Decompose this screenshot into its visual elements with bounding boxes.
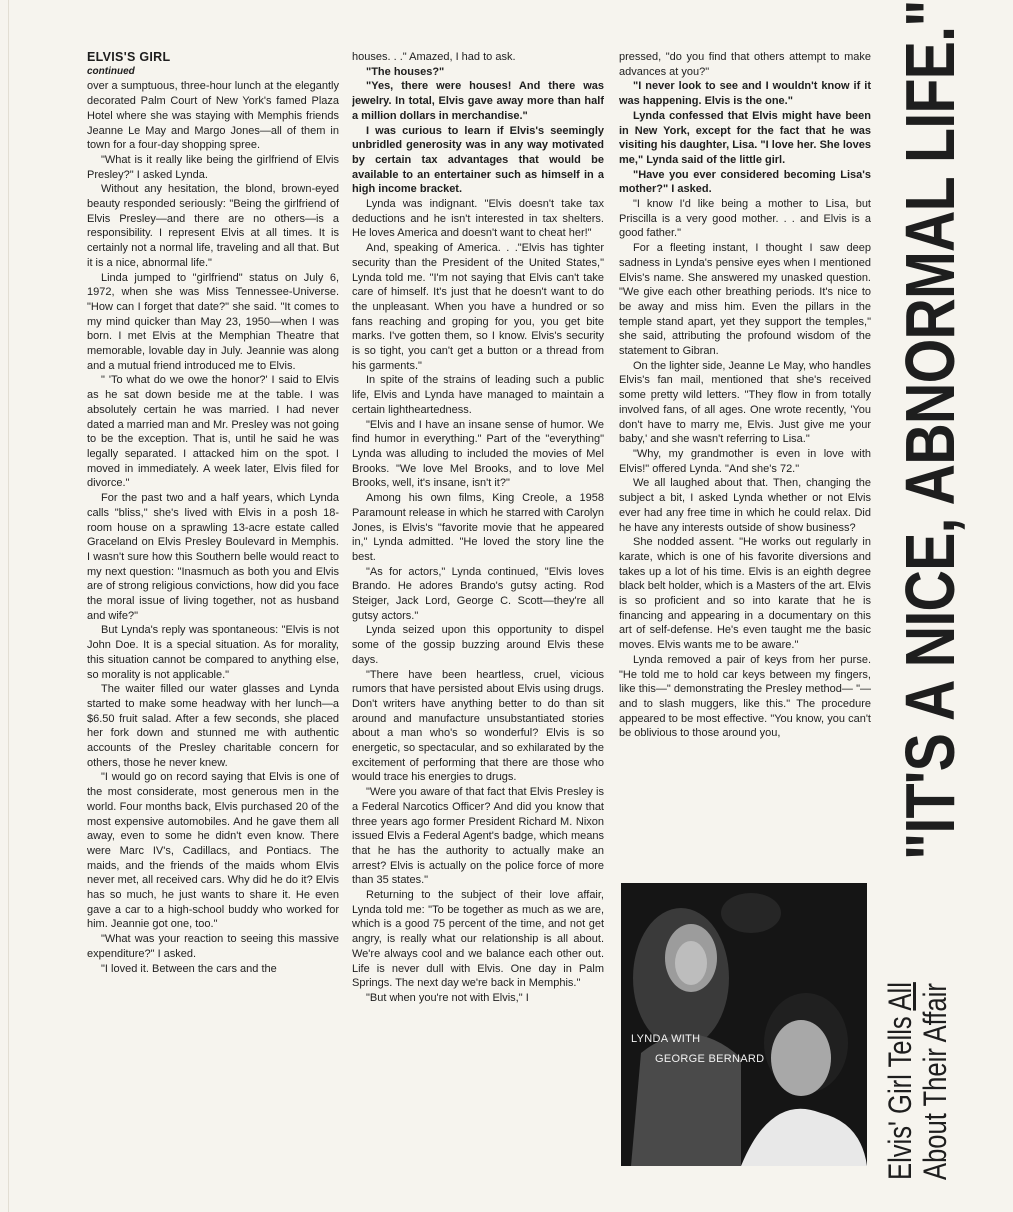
paragraph: She nodded assent. "He works out regularly in karate, which is one of his favorite diversions and takes up a lot of his time. Elvis is an eighth degree black belt holder, which is a Masters of the art. Elvis is so proficient and so into karate that he is financing and appearing in a documentary on this art of self-defense. He's even taught me the basic moves. Elvis wants me to be aware." (619, 536, 871, 652)
paragraph: But Lynda's reply was spontaneous: "Elvis is not John Doe. It is a special situation. As for morality, this situation cannot be compared to anything else, so morality is not applicable." (87, 624, 339, 681)
paragraph: For the past two and a half years, which Lynda calls "bliss," she's lived with Elvis in a posh 18-room house on a sprawling 13-acre estate called Graceland on Elvis Presley Boulevard in Memphis. I wasn't sure how this Southern belle would react to my next question: "Inasmuch as both you and Elvis are of strong religious convictions, how did you face the moral issue of living together, not as husband and wife?" (87, 492, 339, 622)
paragraph: On the lighter side, Jeanne Le May, who handles Elvis's fan mail, mentioned that she's received some pretty wild letters. "They flow in from totally involved fans, of all ages. One wrote recently, 'You don't have to marry me, Elvis. Just give me your baby,' and she wasn't referring to Lisa." (619, 359, 871, 446)
headline: "IT'S A NICE, ABNORMAL LIFE." (891, 0, 969, 860)
paragraph: "I know I'd like being a mother to Lisa, but Priscilla is a very good mother. . . and Elvis is a good father." (619, 198, 871, 240)
paragraph: "I never look to see and I wouldn't know if it was happening. Elvis is the one." (619, 80, 871, 108)
paragraph: Among his own films, King Creole, a 1958 Paramount release in which he starred with Carolyn Jones, is Elvis's "favorite movie that he appeared in," Lynda admitted. "He loved the story line the best. (352, 492, 604, 563)
column-3-text (619, 50, 871, 741)
column-1-text (87, 79, 339, 976)
photo-caption-line-2: GEORGE BERNARD (655, 1053, 765, 1065)
paragraph: Lynda was indignant. "Elvis doesn't take tax deductions and he isn't interested in tax shelters. He loves America and doesn't want to cheat her!" (352, 198, 604, 240)
page-edge (8, 0, 9, 1212)
photo-image (621, 883, 867, 1166)
paragraph: Without any hesitation, the blond, brown-eyed beauty responded seriously: "Being the girlfriend of Elvis Presley—and there are no others—is a responsibility. I represent Elvis at all times. It is certainly not a normal life, traveling and all that. But it is a nice, abnormal life." (87, 183, 339, 269)
paragraph: houses. . ." Amazed, I had to ask. (352, 51, 516, 63)
paragraph: We all laughed about that. Then, changing the subject a bit, I asked Lynda whether or not Elvis ever had any free time in which he could relax. Did he have any interests outside of show business? (619, 477, 871, 534)
paragraph: "What is it really like being the girlfriend of Elvis Presley?" I asked Lynda. (87, 153, 339, 181)
paragraph: The waiter filled our water glasses and Lynda started to make some headway with her lunch—a $6.50 fruit salad. After a few seconds, she placed her fork down and stunned me with authentic accounts of the Presley charitable concern for others, those he never knew. (87, 683, 339, 769)
paragraph: "The houses?" (366, 65, 445, 78)
paragraph: "Were you aware of that fact that Elvis Presley is a Federal Narcotics Officer? And did you know that three years ago former President Richard M. Nixon issued Elvis a Federal Agent's badge, which means that he has the authority to actually make an arrest? Elvis is actually on the police force of more than 35 states." (352, 786, 604, 887)
vertical-headline-area (875, 0, 995, 1180)
paragraph: "Elvis and I have an insane sense of humor. We find humor in everything." Part of the "everything" Lynda was alluding to included the movies of Mel Brooks. "We love Mel Brooks, and to love Mel Brooks, well, it's insane, isn't it?" (352, 418, 604, 490)
paragraph: "But when you're not with Elvis," I (366, 992, 529, 1004)
paragraph: I was curious to learn if Elvis's seemingly unbridled generosity was in any way motivated by certain tax advantages that would be available to an entertainer such as himself in a high income bracket. (352, 124, 604, 196)
paragraph: "Why, my grandmother is even in love with Elvis!" offered Lynda. "And she's 72." (619, 447, 871, 475)
paragraph: "Yes, there were houses! And there was jewelry. In total, Elvis gave away more than half a million dollars in merchandise." (352, 80, 604, 122)
paragraph: Lynda seized upon this opportunity to dispel some of the gossip buzzing around Elvis these days. (352, 624, 604, 666)
article-photo (621, 883, 867, 1166)
paragraph: "As for actors," Lynda continued, "Elvis loves Brando. He adores Brando's gutsy acting. Rod Steiger, Jack Lord, George C. Scott—they're all gutsy actors." (352, 565, 604, 622)
paragraph: "What was your reaction to seeing this massive expenditure?" I asked. (87, 933, 339, 960)
paragraph: pressed, "do you find that others attempt to make advances at you?" (619, 51, 871, 78)
section-kicker: ELVIS'S GIRL (87, 50, 171, 64)
paragraph: In spite of the strains of leading such a public life, Elvis and Lynda have managed to maintain a certain lightheartedness. (352, 374, 604, 416)
paragraph: Returning to the subject of their love affair, Lynda told me: "To be together as much as we are, which is a good 75 percent of the time, and not get angry, is really what our relationship is all about. We're always cool and we balance each other out. Life is never dull with Elvis. One day in Palm Springs. The next day we're back in Memphis." (352, 889, 604, 990)
paragraph: For a fleeting instant, I thought I saw deep sadness in Lynda's pensive eyes when I mentioned Elvis's name. She answered my unasked question. "We give each other breathing periods. It's nice to be away and miss him. Even the pillars in the temple stand apart, yet they support the temples," she said, attributing the profound wisdom of the statement to Gibran. (619, 242, 871, 358)
paragraph: And, speaking of America. . ."Elvis has tighter security than the President of the United States," Lynda told me. "I'm not saying that Elvis can't take care of himself. It's just that he doesn't want to do the unpleasant. When you have a hundred or so fans reaching and groping for you, you get bite marks. I've gotten them, so I know. Elvis's security is so tight, you can't get a button or a thread from his garments." (352, 242, 604, 372)
paragraph: "I loved it. Between the cars and the (101, 962, 277, 975)
article-column-1 (87, 50, 339, 1184)
paragraph: Lynda removed a pair of keys from her purse. "He told me to hold car keys between my fingers, like this—" demonstrating the Presley method— "—and to slash muggers, like this." The procedure appeared to be most effective. "You know, you can't be oblivious to those around you, (619, 653, 871, 740)
paragraph: "I would go on record saying that Elvis is one of the most considerate, most generous men in the world. Four months back, Elvis purchased 20 of the most expensive automobiles. And he gave them all away, even to some he didn't even know. There were Marc IV's, Cadillacs, and Pontiacs. The maids, and the friends of the maids whom Elvis never met, all received cars. Why did he do it? Elvis has so much, he just wants to share it. He even gave a car to a high-school buddy who worked for him. Jeannie got one, too." (87, 771, 339, 931)
paragraph: Linda jumped to "girlfriend" status on July 6, 1972, when she was Miss Tennessee-Universe. "How can I forget that date?" she said. "It comes to my mind quicker than May 23, 1950—when I was born. I met Elvis at the Memphian Theatre that memorable, lovable day in July. Jeannie was along and a mutual friend introduced me to Elvis. (87, 271, 339, 372)
subheadline-line-2: About Their Affair (917, 983, 953, 1180)
subheadline-emphasis: All (882, 982, 918, 1011)
article-column-2 (352, 50, 604, 1184)
paragraph: "There have been heartless, cruel, vicious rumors that have persisted about Elvis using drugs. Don't writers have anything better to do than sit around and manufacture unsubstantiated stories about a man who's so wonderful? Elvis is so energetic, so spectacular, and so exhilarated by the excitement of performing that there are those who would trace his energies to drugs. (352, 668, 604, 784)
paragraph: over a sumptuous, three-hour lunch at the elegantly decorated Palm Court of New York's famed Plaza Hotel where she was staying with Memphis friends Jeanne Le May and Margo Jones—all of them in town for a four-day shopping spree. (87, 80, 339, 152)
subheadline-line-1: Elvis' Girl Tells (882, 1016, 918, 1180)
article-column-3 (619, 50, 871, 874)
column-2-text (352, 50, 604, 1006)
paragraph: "Have you ever considered becoming Lisa's mother?" I asked. (619, 168, 871, 196)
subheadline (883, 924, 953, 1180)
paragraph: " 'To what do we owe the honor?' I said to Elvis as he sat down beside me at the table. I was absolutely certain he was married. I had never dated a married man and Mr. Presley was not going to be the exception. That is, until he said he was legally separated. I attacked him on the spot. I moved in immediately. A week later, Elvis filed for divorce." (87, 374, 339, 490)
photo-caption-line-1: LYNDA WITH (631, 1033, 701, 1045)
section-kicker-continued: continued (87, 65, 135, 77)
paragraph: Lynda confessed that Elvis might have been in New York, except for the fact that he was visiting his daughter, Lisa. "I love her. She loves me," Lynda said of the little girl. (619, 109, 871, 166)
